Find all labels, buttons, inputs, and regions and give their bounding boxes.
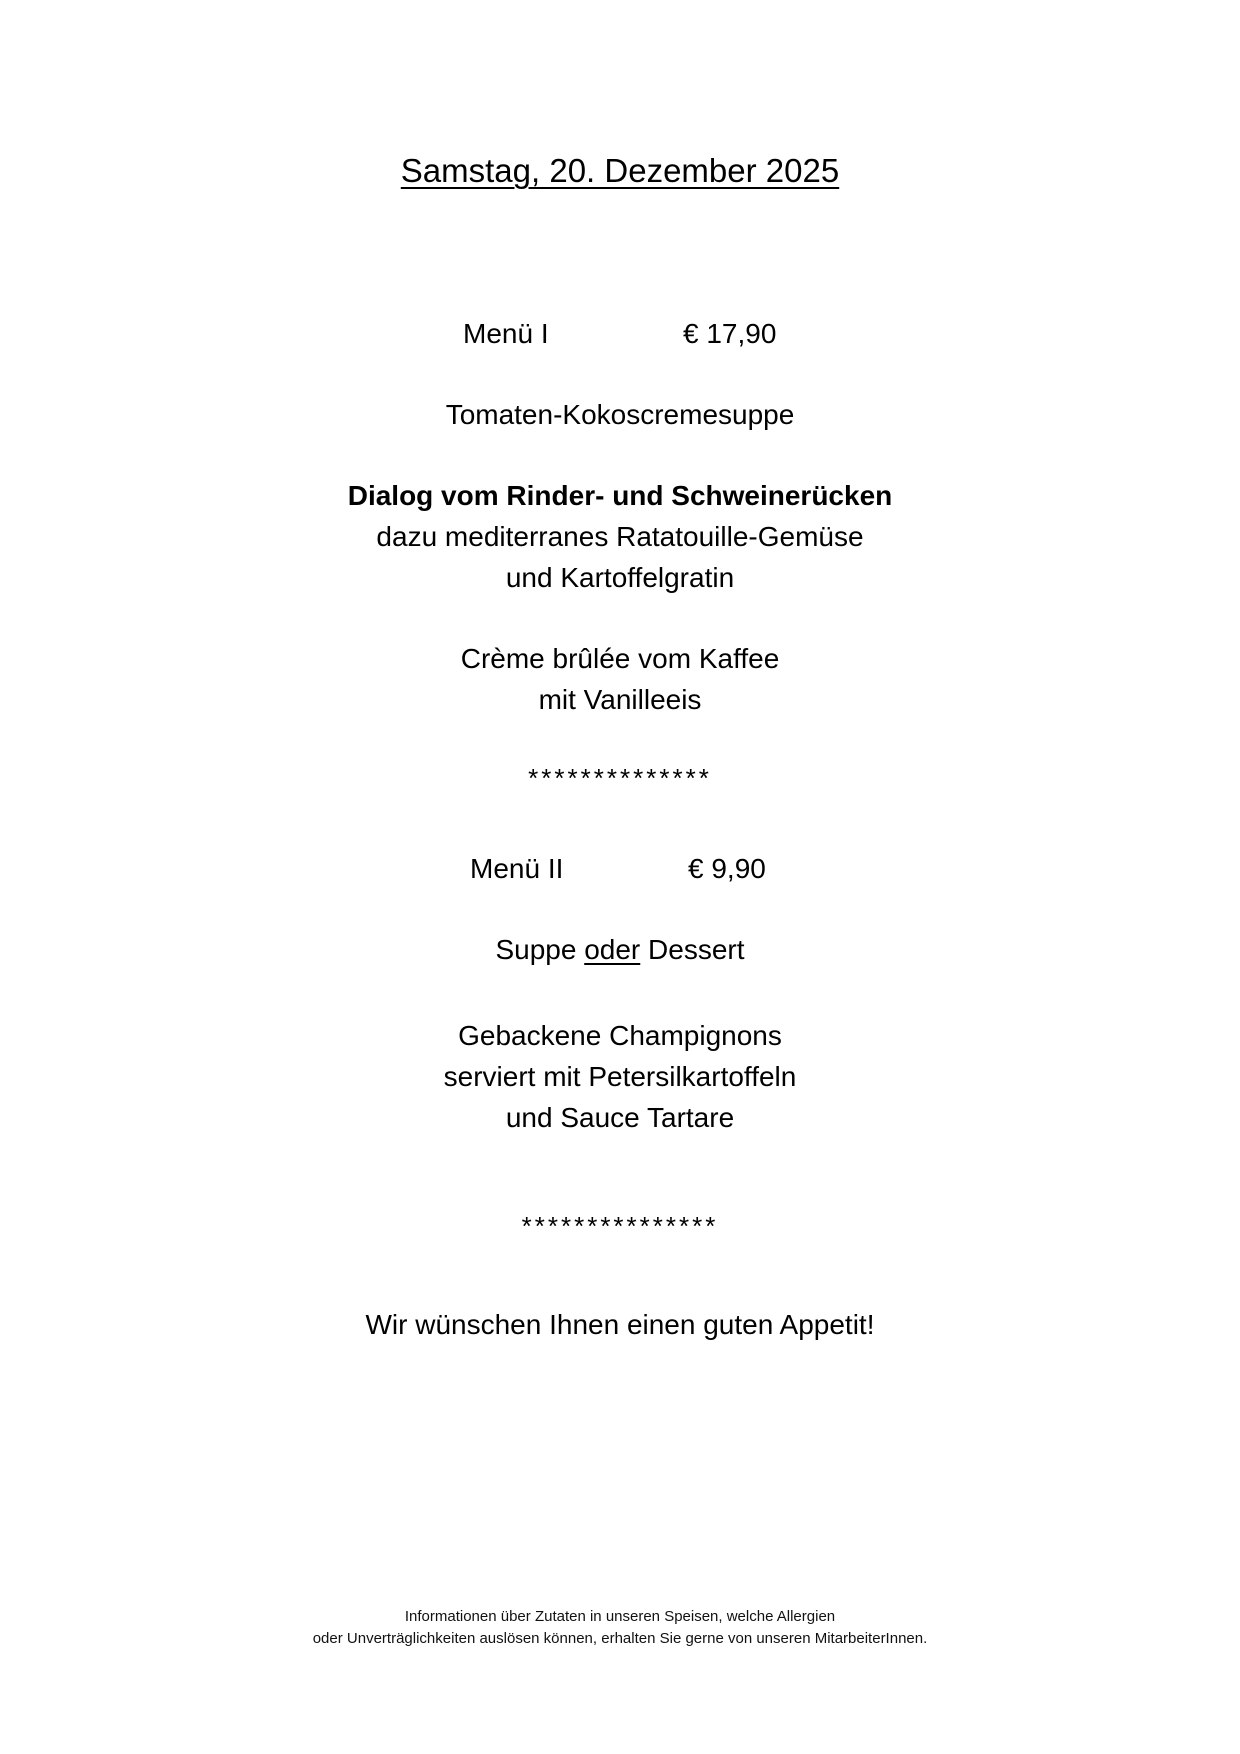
menu2-name: Menü II: [470, 853, 564, 884]
menu2-price: € 9,90: [688, 853, 766, 884]
menu1-dessert: Crème brûlée vom Kaffee: [460, 643, 780, 674]
menu1-main-course: Dialog vom Rinder- und Schweinerücken: [347, 480, 893, 511]
closing-message: Wir wünschen Ihnen einen guten Appetit!: [365, 1309, 875, 1340]
menu2-choice: [0, 936, 1240, 964]
menu1-price: € 17,90: [683, 318, 777, 349]
menu-date-heading: Samstag, 20. Dezember 2025: [400, 152, 840, 189]
menu1-soup: Tomaten-Kokoscremesuppe: [445, 399, 795, 430]
menu1-name: Menü I: [463, 318, 549, 349]
allergen-note-line-1: Informationen über Zutaten in unseren Speisen, welche Allergien: [404, 1608, 836, 1625]
menu2-choice-soup: Suppe: [495, 934, 577, 965]
menu2-main-detail-1: serviert mit Petersilkartoffeln: [443, 1061, 797, 1092]
menu2-header: [0, 855, 1240, 889]
separator-1: **************: [528, 763, 712, 793]
menu2-main-course: Gebackene Champignons: [458, 1020, 782, 1051]
menu2-main-detail-2: und Sauce Tartare: [505, 1102, 735, 1133]
separator-2: ***************: [521, 1211, 719, 1241]
menu2-choice-dessert: Dessert: [648, 934, 745, 965]
menu1-main-detail-1: dazu mediterranes Ratatouille-Gemüse: [376, 521, 864, 552]
menu1-header: [0, 320, 1240, 354]
allergen-note-line-2: oder Unverträglichkeiten auslösen können, erhalten Sie gerne von unseren MitarbeiterInnen.: [312, 1630, 928, 1647]
menu1-dessert-detail: mit Vanilleeis: [538, 684, 702, 715]
menu2-choice-or: oder: [584, 934, 641, 965]
menu1-main-detail-2: und Kartoffelgratin: [505, 562, 735, 593]
